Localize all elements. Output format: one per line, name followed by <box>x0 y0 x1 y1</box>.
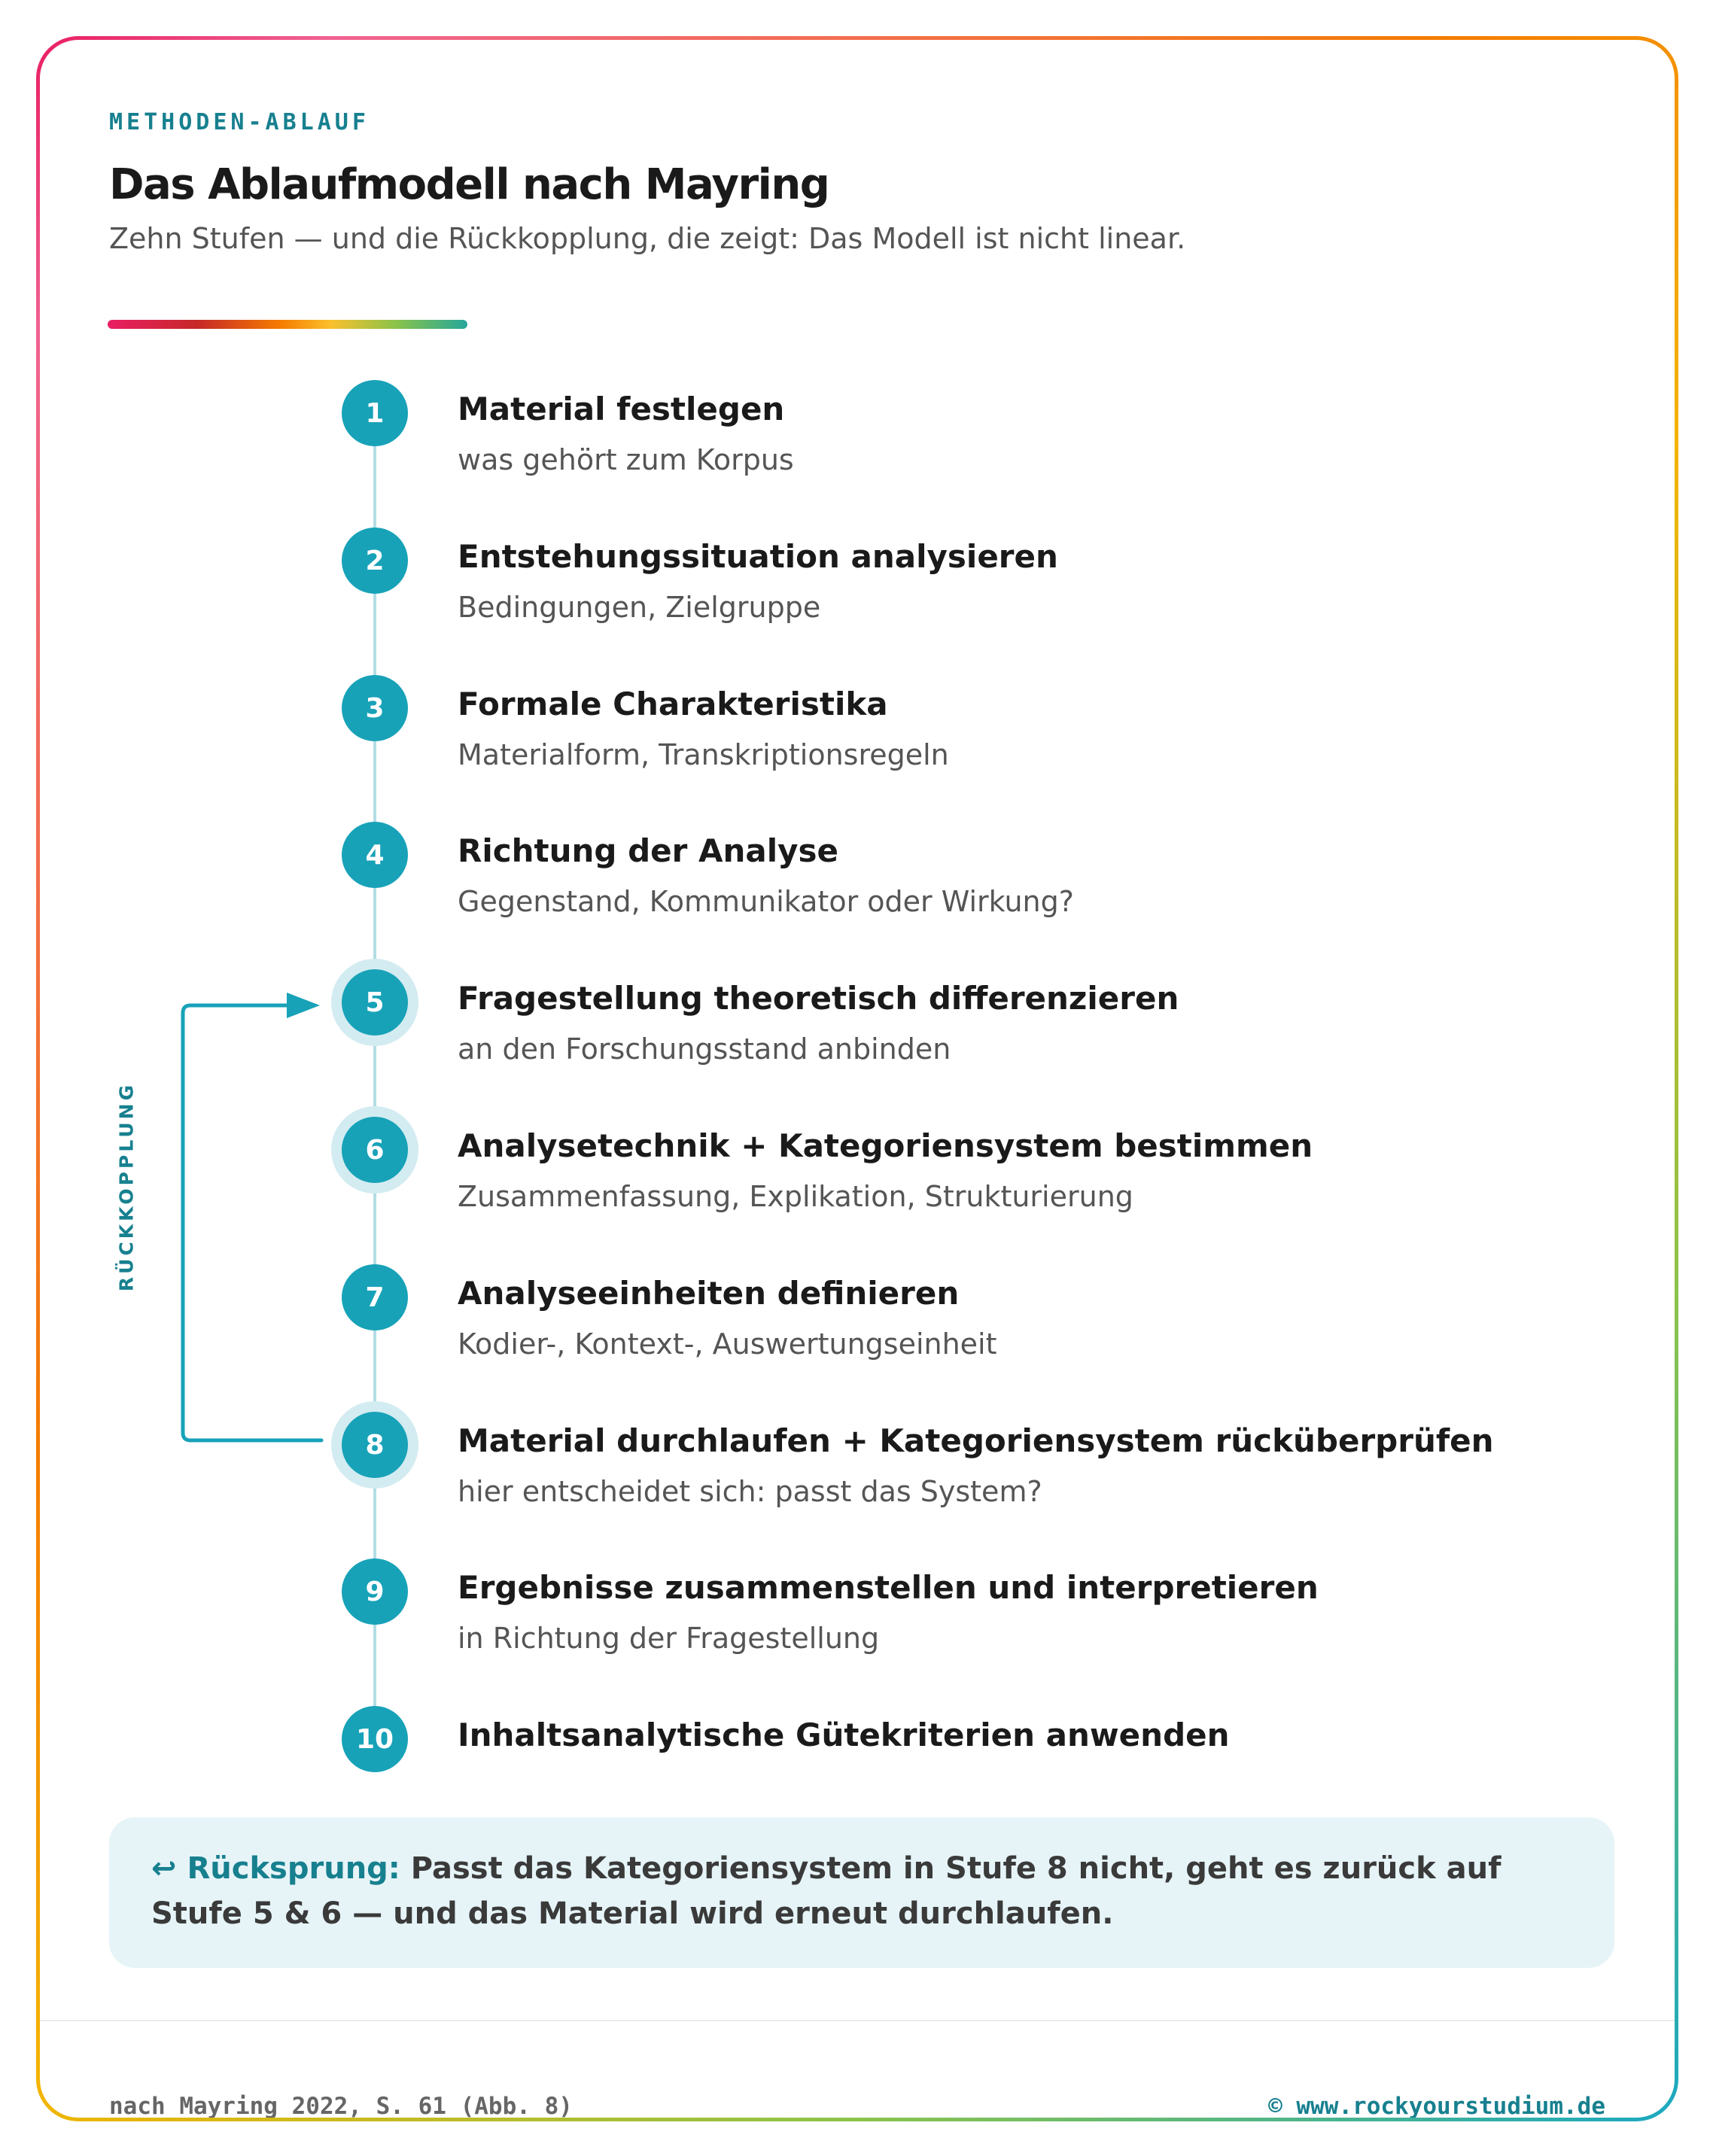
step-3-title: Formale Charakteristika <box>458 686 888 722</box>
step-10-title: Inhaltsanalytische Gütekriterien anwenden <box>458 1717 1230 1753</box>
step-6-description: Zusammenfassung, Explikation, Strukturierung <box>458 1180 1133 1213</box>
step-4-number: 4 <box>342 822 408 888</box>
eyebrow-label: METHODEN-ABLAUF <box>109 109 370 135</box>
step-8-title: Material durchlaufen + Kategoriensystem rücküberprüfen <box>458 1422 1494 1459</box>
callout-highlight: Rücksprung: <box>187 1851 400 1886</box>
step-2-title: Entstehungssituation analysieren <box>458 538 1058 575</box>
step-3-number: 3 <box>342 675 408 741</box>
step-2-number: 2 <box>342 528 408 594</box>
feedback-loop-arrow <box>40 40 1675 2118</box>
step-10-number: 10 <box>342 1706 408 1772</box>
step-6-title: Analysetechnik + Kategoriensystem bestimmen <box>458 1127 1313 1164</box>
step-8-description: hier entscheidet sich: passt das System? <box>458 1475 1042 1508</box>
card: METHODEN-ABLAUF Das Ablaufmodell nach Mayring Zehn Stufen — und die Rückkopplung, die zeigt: Das Modell ist nicht linear. RÜCKKOPPLUNG 1 Material festlegen was gehört zum Korpus 2 Entstehungssituation analysieren Bedingungen, Zielgruppe 3 Formale Charakteristika Materialform, Transkriptionsregeln 4 Richtung der Analyse Gegenstand, Kommunikator oder Wirkung? 5 Fragestellung theoretisch differenzieren an den Forschungsstand anbinden 6 Analysetechnik + Kategoriensystem bestimmen Zusammenfassung, Explikation, Strukturierung 7 Analyseeinheiten definieren Kodier-, Kontext-, Auswertungseinheit 8 Material durchlaufen + Kategoriensystem rücküberprüfen hier entscheidet sich: passt das System? 9 Ergebnisse zusammenstellen und interpretieren in Richtung der Fragestellung 10 Inhaltsanalytische Gütekriterien anwenden ↩ Rücksprung: Passt das Kategoriensystem in Stufe 8 nicht, geht es zurück auf Stufe 5 & 6 — und das Material wird erneut durchlaufen. nach Mayring 2022, S. 61 (Abb. 8) © www.rockyourstudium.de <box>40 40 1675 2118</box>
step-1-number: 1 <box>342 380 408 446</box>
step-7-title: Analyseeinheiten definieren <box>458 1275 960 1312</box>
page-subtitle: Zehn Stufen — und die Rückkopplung, die zeigt: Das Modell ist nicht linear. <box>109 222 1186 255</box>
step-8-number: 8 <box>342 1412 408 1478</box>
step-1-description: was gehört zum Korpus <box>458 443 794 476</box>
step-7-description: Kodier-, Kontext-, Auswertungseinheit <box>458 1327 997 1361</box>
step-6-number: 6 <box>342 1117 408 1183</box>
step-3-description: Materialform, Transkriptionsregeln <box>458 738 949 771</box>
step-4-description: Gegenstand, Kommunikator oder Wirkung? <box>458 885 1074 918</box>
step-5-title: Fragestellung theoretisch differenzieren <box>458 980 1179 1017</box>
step-2-description: Bedingungen, Zielgruppe <box>458 591 821 624</box>
page-title: Das Ablaufmodell nach Mayring <box>109 160 829 209</box>
source-citation: nach Mayring 2022, S. 61 (Abb. 8) <box>109 2093 573 2118</box>
step-9-number: 9 <box>342 1558 408 1625</box>
callout-text: Passt das Kategoriensystem in Stufe 8 nicht, geht es zurück auf Stufe 5 & 6 — und das Material wird erneut durchlaufen. <box>151 1851 1502 1931</box>
copyright-link[interactable]: © www.rockyourstudium.de <box>1268 2093 1605 2118</box>
footer-divider <box>40 2020 1675 2021</box>
step-4-title: Richtung der Analyse <box>458 832 838 869</box>
step-9-title: Ergebnisse zusammenstellen und interpretieren <box>458 1569 1319 1606</box>
step-5-number: 5 <box>342 969 408 1035</box>
step-7-number: 7 <box>342 1264 408 1330</box>
feedback-callout <box>109 1817 1614 1968</box>
card-frame <box>36 36 1678 2121</box>
step-1-title: Material festlegen <box>458 391 785 427</box>
step-5-description: an den Forschungsstand anbinden <box>458 1032 951 1066</box>
step-9-description: in Richtung der Fragestellung <box>458 1622 880 1655</box>
return-arrow-icon: ↩ <box>151 1851 177 1886</box>
